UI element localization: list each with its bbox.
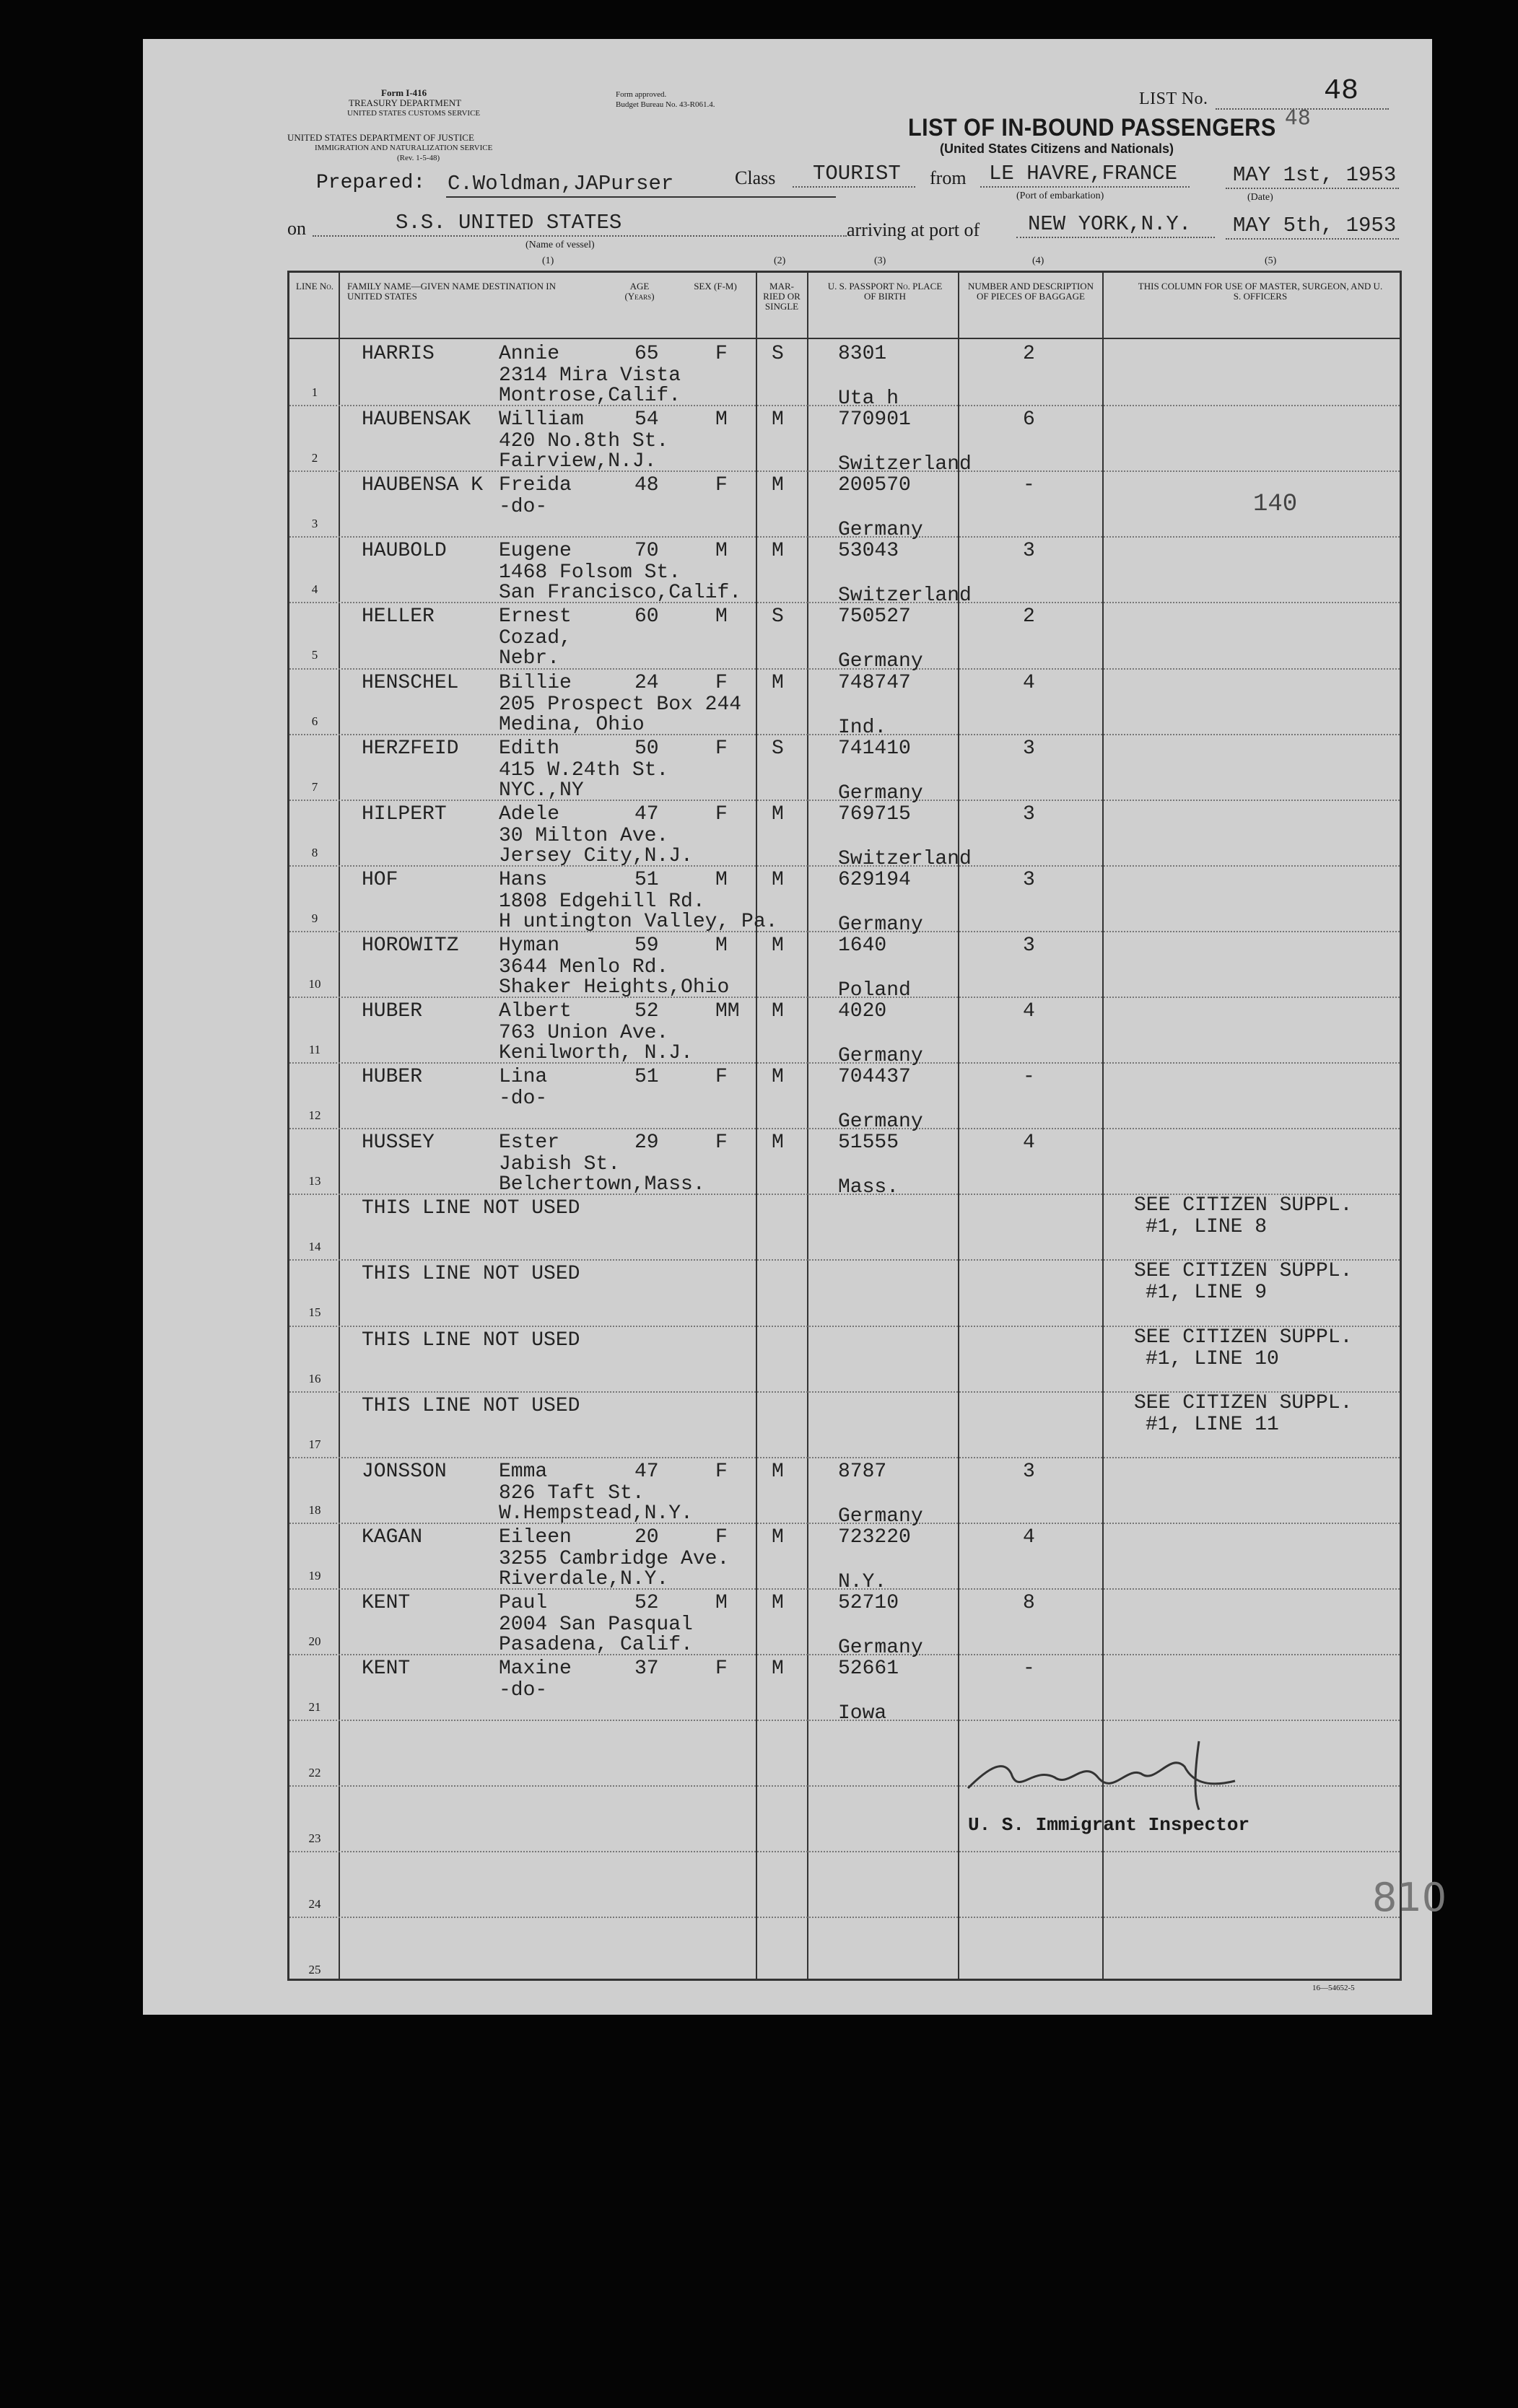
passport-number: 53043 [838,540,899,563]
document-title: LIST OF IN-BOUND PASSENGERS [908,114,1276,141]
port-of-embarkation: LE HAVRE,FRANCE [989,162,1178,185]
age: 48 [634,474,659,497]
officer-note-line2: #1, LINE 9 [1146,1282,1268,1305]
age: 47 [634,802,659,826]
line-number: 19 [308,1568,321,1582]
passport-number: 52661 [838,1658,899,1680]
address-line-1: 1808 Edgehill Rd. [499,890,705,913]
sex: F [715,1131,728,1155]
line-number: 20 [308,1634,321,1648]
port-caption: (Port of embarkation) [1016,191,1104,201]
given-name: Emma [499,1460,548,1483]
passport-number: 629194 [838,868,911,891]
sex: M [715,1591,728,1614]
address-line-1: 3255 Cambridge Ave. [499,1547,730,1570]
col-header-married: MAR-RIED OR SINGLE [763,281,801,312]
place-of-birth: Germany [838,519,923,542]
marital-status: S [772,605,784,629]
officer-note: 140 [1253,491,1298,519]
sex: M [715,540,728,563]
place-of-birth: Switzerland [838,453,972,476]
baggage-count: 8 [1023,1591,1035,1614]
passport-number: 770901 [838,408,911,432]
place-of-birth: Germany [838,1505,923,1528]
marital-status: M [772,868,784,891]
age: 59 [634,934,659,957]
family-name: HUBER [362,1000,423,1023]
justice-dept: UNITED STATES DEPARTMENT OF JUSTICE [287,132,474,143]
address-line-2: Pasadena, Calif. [499,1633,693,1656]
given-name: Annie [499,343,560,365]
marital-status: M [772,1591,784,1614]
baggage-count: - [1023,1658,1035,1680]
line-number: 23 [308,1831,321,1846]
place-of-birth: Poland [838,978,911,1002]
arrival-port-line [1016,237,1215,238]
vessel-line [313,235,847,237]
address-line-2: Riverdale,N.Y. [499,1567,669,1590]
place-of-birth: Germany [838,1636,923,1659]
row-divider [289,1457,1400,1459]
sex: M [715,868,728,891]
line-number: 4 [311,582,318,597]
sex: F [715,1460,728,1483]
sex: F [715,1066,728,1089]
place-of-birth: Uta h [838,388,899,410]
passport-number: 1640 [838,934,887,957]
col-header-officers: THIS COLUMN FOR USE OF MASTER, SURGEON, AND U. S. OFFICERS [1138,281,1383,302]
marital-status: M [772,1066,784,1089]
line-number: 6 [311,714,318,728]
address-line-2: Belchertown,Mass. [499,1173,705,1196]
address-line-1: 205 Prospect Box 244 [499,693,742,716]
address-line-2: Montrose,Calif. [499,385,681,407]
given-name: Albert [499,1000,572,1023]
arrival-date: MAY 5th, 1953 [1233,214,1397,237]
family-name: THIS LINE NOT USED [362,1328,580,1352]
passport-number: 723220 [838,1525,911,1549]
passport-number: 8787 [838,1460,887,1483]
age: 47 [634,1460,659,1483]
address-line-1: -do- [499,1087,548,1111]
colnum-3: (3) [874,255,886,266]
passport-number: 750527 [838,605,911,629]
footer-code: 16—54652-5 [1312,1984,1355,1992]
address-line-1: 763 Union Ave. [499,1022,669,1044]
family-name: KENT [362,1658,411,1680]
baggage-count: - [1023,474,1035,497]
sex: F [715,1525,728,1549]
line-number: 7 [311,779,318,794]
age: 52 [634,1000,659,1023]
departure-date: MAY 1st, 1953 [1233,163,1397,187]
officer-note: SEE CITIZEN SUPPL. [1134,1194,1353,1217]
family-name: HELLER [362,605,435,629]
baggage-count: 6 [1023,408,1035,432]
col-header-baggage: NUMBER AND DESCRIPTION OF PIECES OF BAGGAGE [967,281,1094,302]
given-name: Billie [499,671,572,694]
family-name: HAUBOLD [362,540,447,563]
line-number: 10 [308,976,321,991]
given-name: Paul [499,1591,548,1614]
line-number: 8 [311,845,318,859]
address-line-1: 30 Milton Ave. [499,824,669,847]
age: 65 [634,343,659,365]
on-label: on [287,218,306,239]
line-number: 1 [311,385,318,399]
family-name: HENSCHEL [362,671,459,694]
family-name: JONSSON [362,1460,447,1483]
line-number: 5 [311,648,318,662]
sex: F [715,1658,728,1680]
line-number: 18 [308,1502,321,1517]
list-number: 48 [1324,75,1359,108]
line-number: 16 [308,1371,321,1385]
address-line-1: 2004 San Pasqual [499,1613,693,1636]
passport-number: 8301 [838,343,887,365]
passport-number: 4020 [838,1000,887,1023]
given-name: Lina [499,1066,548,1089]
line-number: 22 [308,1766,321,1780]
baggage-count: 4 [1023,671,1035,694]
baggage-count: 3 [1023,934,1035,957]
marital-status: M [772,1131,784,1155]
col-header-age: AGE (Years) [624,281,655,302]
address-line-2: Jersey City,N.J. [499,844,693,867]
marital-status: M [772,671,784,694]
place-of-birth: Germany [838,650,923,673]
age: 20 [634,1525,659,1549]
baggage-count: 2 [1023,343,1035,365]
colnum-1: (1) [542,255,554,266]
class-value: TOURIST [813,162,901,185]
address-line-2: Kenilworth, N.J. [499,1042,693,1064]
address-line-1: 3644 Menlo Rd. [499,955,669,978]
inspector-stamp: U. S. Immigrant Inspector [968,1814,1250,1836]
baggage-count: 4 [1023,1000,1035,1023]
passport-number: 741410 [838,737,911,760]
family-name: HARRIS [362,343,435,365]
class-label: Class [735,167,776,188]
age: 51 [634,1066,659,1089]
address-line-2: NYC.,NY [499,779,584,802]
prepared-label: Prepared: [316,172,426,194]
passport-number: 51555 [838,1131,899,1155]
address-line-1: -do- [499,496,548,519]
address-line-2: W.Hempstead,N.Y. [499,1502,693,1525]
inspector-signature [961,1738,1300,1824]
place-of-birth: Switzerland [838,585,972,608]
vessel-name: S.S. UNITED STATES [396,211,622,235]
place-of-birth: Switzerland [838,847,972,870]
family-name: HAUBENSAK [362,408,471,432]
address-line-1: Cozad, [499,627,572,650]
given-name: Hyman [499,934,560,957]
place-of-birth: Germany [838,1045,923,1067]
line-number: 14 [308,1240,321,1254]
family-name: HUBER [362,1066,423,1089]
family-name: HAUBENSA K [362,474,484,497]
given-name: Ester [499,1131,560,1155]
document-page [143,39,1447,2015]
address-line-2: Fairview,N.J. [499,450,657,473]
passport-number: 52710 [838,1591,899,1614]
passport-number: 200570 [838,474,911,497]
passenger-table [287,271,1447,1981]
officer-note-line2: #1, LINE 11 [1146,1413,1279,1436]
sex: F [715,343,728,365]
family-name: THIS LINE NOT USED [362,1197,580,1220]
age: 51 [634,868,659,891]
col-header-sex: SEX (F-M) [694,281,737,292]
marital-status: M [772,474,784,497]
list-no-label: LIST No. [1139,89,1208,108]
family-name: HOF [362,868,398,891]
form-revision: (Rev. 1-5-48) [397,154,440,162]
family-name: THIS LINE NOT USED [362,1394,580,1417]
given-name: Adele [499,802,560,826]
marital-status: M [772,802,784,826]
colnum-5: (5) [1265,255,1277,266]
address-line-1: 420 No.8th St. [499,430,669,453]
officer-note-line2: #1, LINE 10 [1146,1347,1279,1370]
given-name: Maxine [499,1658,572,1680]
address-line-2: San Francisco,Calif. [499,582,742,605]
line-number: 24 [308,1897,321,1912]
given-name: Freida [499,474,572,497]
line-number: 12 [308,1108,321,1123]
marital-status: M [772,1460,784,1483]
address-line-1: Jabish St. [499,1153,621,1176]
baggage-count: 3 [1023,868,1035,891]
col-header-name: FAMILY NAME—GIVEN NAME DESTINATION IN UNITED STATES [347,281,557,302]
officer-note-line2: #1, LINE 8 [1146,1216,1268,1239]
budget-bureau: Budget Bureau No. 43-R061.4. [616,100,715,109]
given-name: Eugene [499,540,572,563]
sex: F [715,737,728,760]
form-number: Form I-416 [381,87,427,98]
line-number: 17 [308,1437,321,1451]
age: 54 [634,408,659,432]
vessel-caption: (Name of vessel) [525,240,595,250]
marital-status: M [772,540,784,563]
sex: F [715,474,728,497]
class-line [793,186,915,188]
sex: M [715,408,728,432]
ins-service: IMMIGRATION AND NATURALIZATION SERVICE [315,144,493,152]
address-line-2: Nebr. [499,647,560,670]
family-name: HILPERT [362,802,447,826]
place-of-birth: Germany [838,1111,923,1134]
place-of-birth: Germany [838,913,923,936]
sex: MM [715,1000,740,1023]
baggage-count: 2 [1023,605,1035,629]
family-name: THIS LINE NOT USED [362,1263,580,1286]
family-name: HOROWITZ [362,934,459,957]
baggage-count: 3 [1023,540,1035,563]
address-line-2: Medina, Ohio [499,713,645,736]
given-name: William [499,408,584,432]
baggage-count: - [1023,1066,1035,1089]
family-name: HUSSEY [362,1131,435,1155]
departure-date-line [1226,188,1399,189]
address-line-2: Shaker Heights,Ohio [499,976,730,999]
sex: F [715,671,728,694]
passport-number: 748747 [838,671,911,694]
officer-note: SEE CITIZEN SUPPL. [1134,1391,1353,1414]
treasury-dept: TREASURY DEPARTMENT [349,97,462,108]
family-name: HERZFEID [362,737,459,760]
given-name: Edith [499,737,560,760]
age: 52 [634,1591,659,1614]
colnum-4: (4) [1032,255,1044,266]
age: 29 [634,1131,659,1155]
sex: F [715,802,728,826]
marital-status: S [772,343,784,365]
marital-status: M [772,1525,784,1549]
passport-number: 704437 [838,1066,911,1089]
prepared-by: C.Woldman,JAPurser [448,172,674,196]
family-name: KENT [362,1591,411,1614]
officer-note: SEE CITIZEN SUPPL. [1134,1260,1353,1283]
address-line-1: 415 W.24th St. [499,758,669,781]
family-name: KAGAN [362,1525,423,1549]
line-number: 9 [311,911,318,925]
baggage-count: 4 [1023,1131,1035,1155]
passport-number: 769715 [838,802,911,826]
col-header-line: LINE No. [296,281,333,292]
line-number: 11 [308,1043,321,1056]
marital-status: S [772,737,784,760]
date-caption: (Date) [1247,192,1273,203]
address-line-1: -do- [499,1679,548,1702]
arrival-port: NEW YORK,N.Y. [1028,212,1192,236]
row-divider [289,1917,1400,1919]
place-of-birth: N.Y. [838,1570,887,1593]
from-label: from [930,167,967,188]
officer-note: SEE CITIZEN SUPPL. [1134,1326,1353,1349]
address-line-2: H untington Valley, Pa. [499,910,778,933]
address-line-1: 1468 Folsom St. [499,561,681,585]
baggage-count: 3 [1023,1460,1035,1483]
approval-note: Form approved. [616,90,667,99]
arrival-date-line [1226,238,1399,240]
line-number: 13 [308,1174,321,1188]
line-number: 25 [308,1963,321,1977]
given-name: Ernest [499,605,572,629]
place-of-birth: Mass. [838,1176,899,1199]
colnum-2: (2) [774,255,786,266]
sex: M [715,605,728,629]
marital-status: M [772,1000,784,1023]
age: 24 [634,671,659,694]
line-number: 15 [308,1305,321,1320]
place-of-birth: Ind. [838,716,887,739]
baggage-count: 4 [1023,1525,1035,1549]
line-number: 3 [311,517,318,531]
address-line-1: 2314 Mira Vista [499,364,681,387]
baggage-count: 3 [1023,737,1035,760]
customs-service: UNITED STATES CUSTOMS SERVICE [347,109,481,118]
row-divider [289,1851,1400,1853]
given-name: Hans [499,868,548,891]
place-of-birth: Iowa [838,1702,887,1725]
line-number: 2 [311,451,318,465]
port-line [980,186,1190,188]
age: 50 [634,737,659,760]
age: 60 [634,605,659,629]
place-of-birth: Germany [838,781,923,805]
age: 37 [634,1658,659,1680]
marital-status: M [772,934,784,957]
line-number: 21 [308,1700,321,1714]
col-header-passport: U. S. PASSPORT No. PLACE OF BIRTH [827,281,943,302]
marital-status: M [772,408,784,432]
address-line-1: 826 Taft St. [499,1481,645,1505]
sex: M [715,934,728,957]
marital-status: M [772,1658,784,1680]
given-name: Eileen [499,1525,572,1549]
age: 70 [634,540,659,563]
list-number-pencil: 48 [1285,105,1311,129]
arriving-label: arriving at port of [847,219,980,240]
baggage-count: 3 [1023,802,1035,826]
pencil-annotation: 810 [1372,1875,1447,1920]
document-subtitle: (United States Citizens and Nationals) [940,141,1174,156]
prepared-underline [446,196,836,198]
